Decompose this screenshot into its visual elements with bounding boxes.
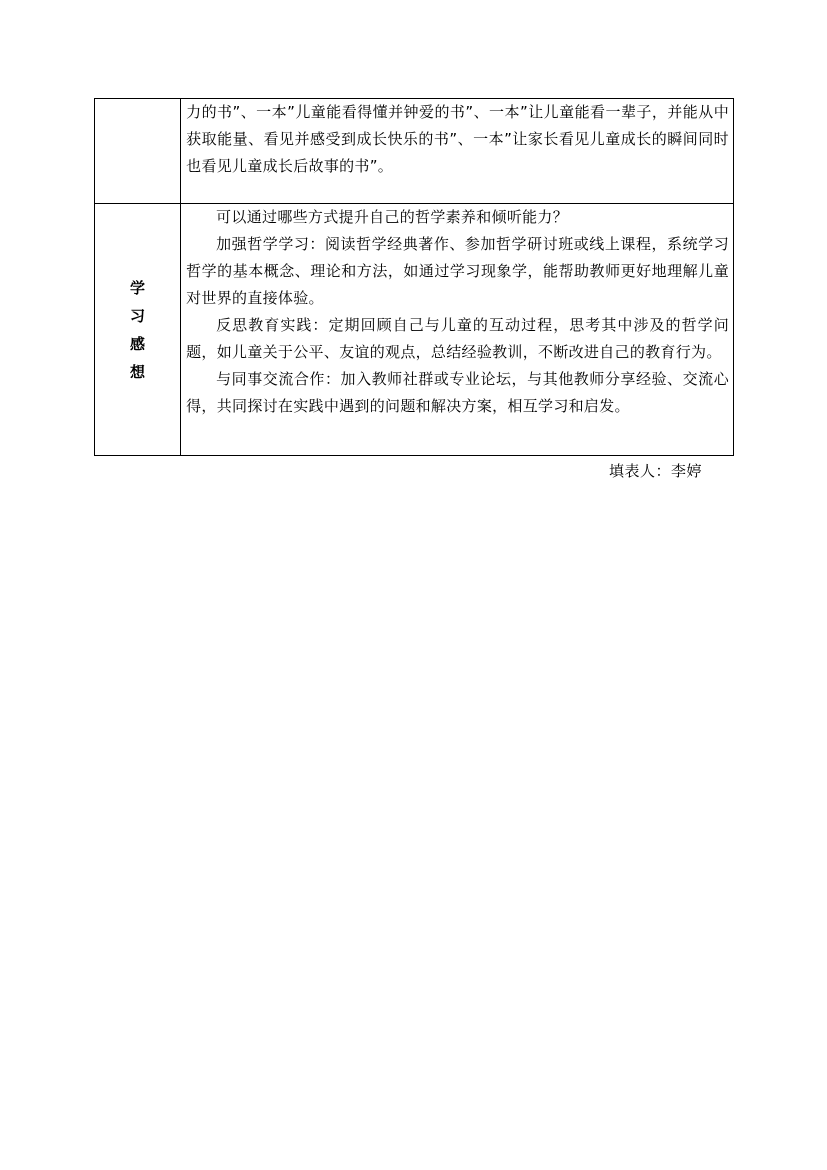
reflection-label-cell — [95, 204, 181, 456]
table-row-reflection — [95, 204, 734, 456]
label-char-3: 感 — [130, 334, 146, 353]
continued-paragraph: 力的书”、一本”儿童能看得懂并钟爱的书”、一本”让儿童能看一辈子，并能从中获取能量、看见并感受到成长快乐的书”、一本”让家长看见儿童成长的瞬间同时也看见儿童成长后故事的书”。 — [186, 103, 729, 175]
filler-signature: 填表人：李婷 — [609, 462, 703, 480]
empty-label-cell — [95, 99, 181, 204]
label-char-2: 习 — [130, 306, 146, 325]
record-table — [94, 98, 734, 456]
reflection-paragraph-2: 反思教育实践：定期回顾自己与儿童的互动过程，思考其中涉及的哲学问题，如儿童关于公平、友谊的观点，总结经验教训，不断改进自己的教育行为。 — [186, 316, 729, 361]
reflection-content-cell — [181, 204, 734, 456]
reflection-question: 可以通过哪些方式提升自己的哲学素养和倾听能力？ — [216, 208, 569, 226]
label-char-4: 想 — [130, 362, 146, 381]
reflection-paragraph-3: 与同事交流合作：加入教师社群或专业论坛，与其他教师分享经验、交流心得，共同探讨在实践中遇到的问题和解决方案，相互学习和启发。 — [186, 370, 729, 415]
table-row-continued — [95, 99, 734, 204]
continued-content-cell — [181, 99, 734, 204]
reflection-paragraph-1: 加强哲学学习：阅读哲学经典著作、参加哲学研讨班或线上课程，系统学习哲学的基本概念、理论和方法，如通过学习现象学，能帮助教师更好地理解儿童对世界的直接体验。 — [186, 235, 729, 307]
label-char-1: 学 — [130, 278, 146, 297]
